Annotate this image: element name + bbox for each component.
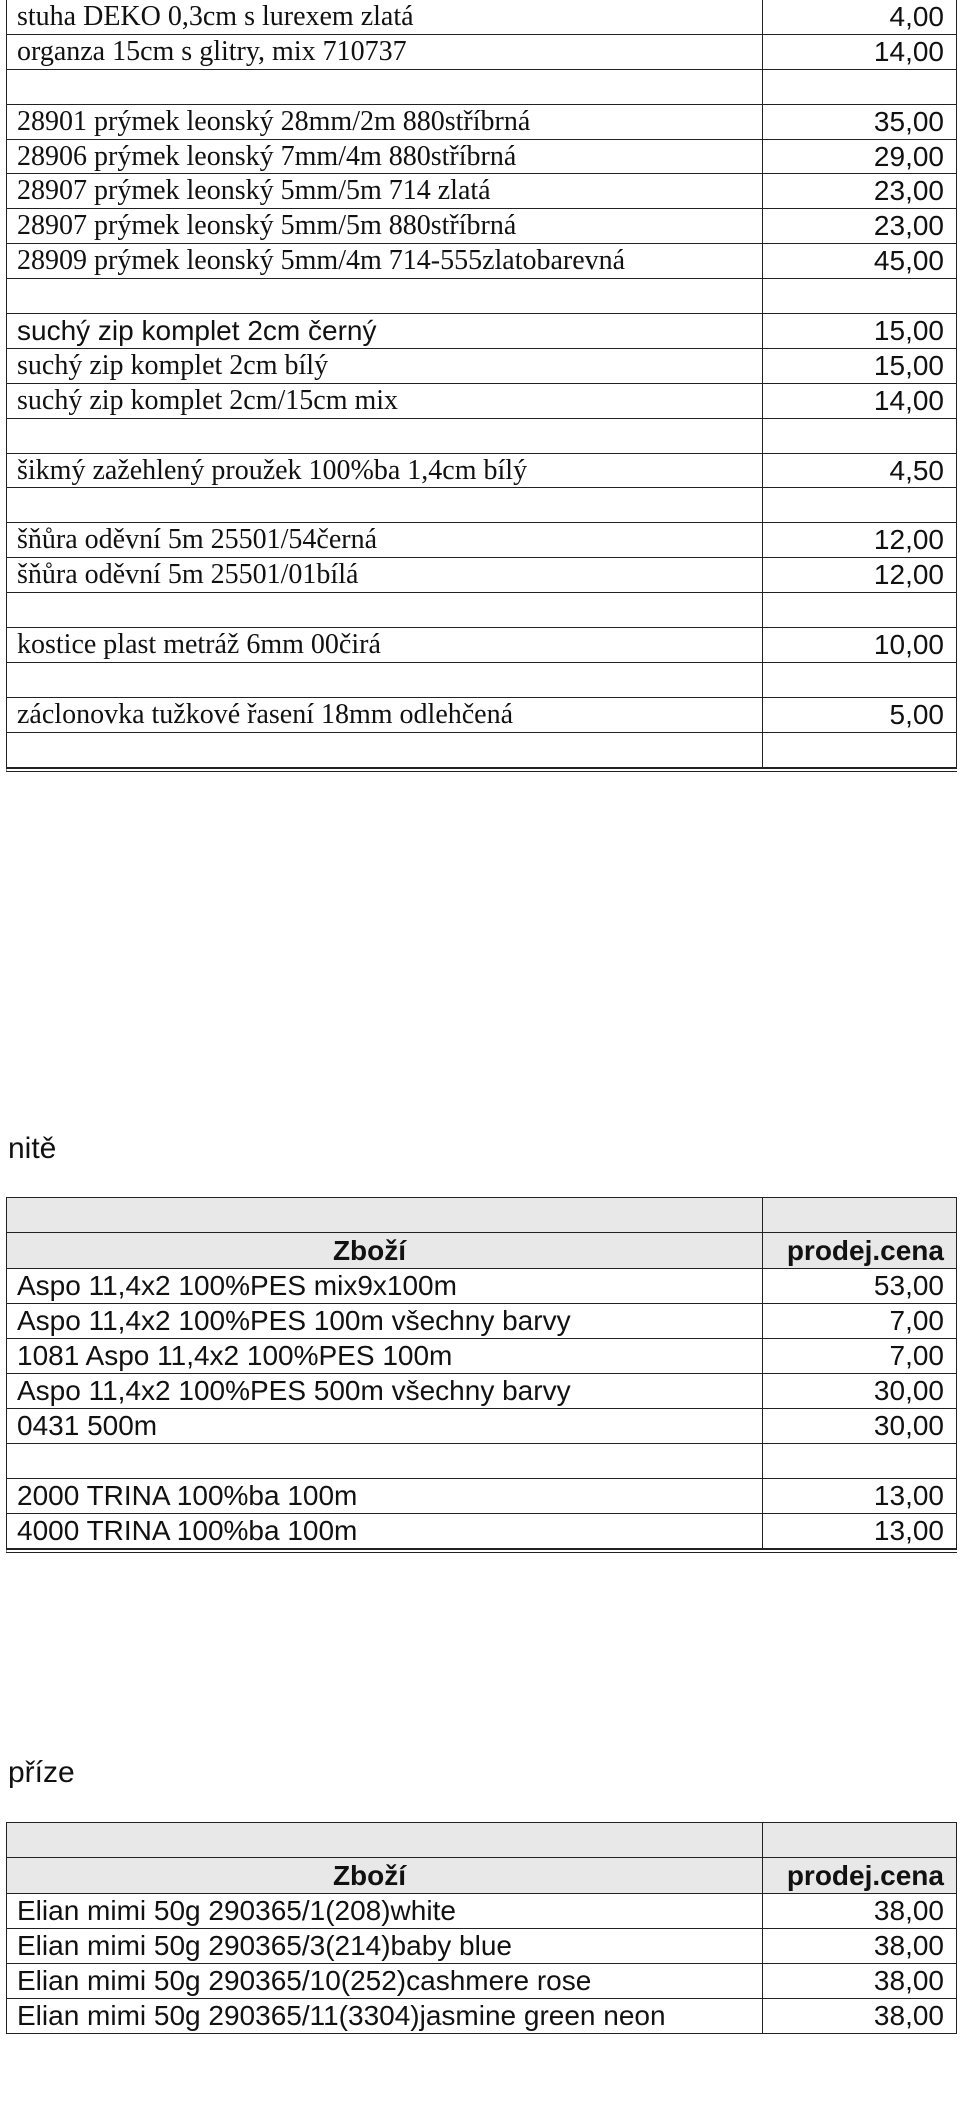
item-name-cell: Aspo 11,4x2 100%PES mix9x100m: [7, 1269, 763, 1303]
table-row: [7, 0, 957, 35]
item-price-cell: 13,00: [763, 1514, 957, 1548]
item-name-cell: 28907 prýmek leonský 5mm/5m 714 zlatá: [7, 174, 763, 208]
item-price-cell: 4,00: [763, 0, 957, 34]
item-price-cell: [763, 593, 957, 627]
table-row: [7, 1269, 957, 1304]
item-price-cell: 53,00: [763, 1269, 957, 1303]
table-row: [7, 593, 957, 628]
table-row: [7, 1479, 957, 1514]
item-name-cell: suchý zip komplet 2cm černý: [7, 314, 763, 348]
item-name-cell: šňůra oděvní 5m 25501/01bílá: [7, 558, 763, 592]
item-name-cell: 4000 TRINA 100%ba 100m: [7, 1514, 763, 1548]
item-price-cell: 23,00: [763, 209, 957, 243]
table-row: [7, 558, 957, 593]
item-price-cell: 38,00: [763, 1894, 957, 1928]
table-row: [7, 1304, 957, 1339]
item-price-cell: 45,00: [763, 244, 957, 278]
table-row: [7, 733, 957, 768]
item-name-cell: Aspo 11,4x2 100%PES 500m všechny barvy: [7, 1374, 763, 1408]
item-name-cell: 1081 Aspo 11,4x2 100%PES 100m: [7, 1339, 763, 1373]
table-row: [7, 698, 957, 733]
item-price-cell: 38,00: [763, 1929, 957, 1963]
section-title-thread: nitě: [8, 1132, 57, 1165]
item-price-cell: 10,00: [763, 628, 957, 662]
item-name-cell: [7, 593, 763, 627]
table-row: [7, 1409, 957, 1444]
table-row: [7, 1514, 957, 1549]
item-name-cell: 28901 prýmek leonský 28mm/2m 880stříbrná: [7, 105, 763, 139]
item-name-cell: Elian mimi 50g 290365/11(3304)jasmine green neon: [7, 1999, 763, 2033]
item-name-cell: šňůra oděvní 5m 25501/54černá: [7, 523, 763, 557]
item-name-cell: Elian mimi 50g 290365/10(252)cashmere rose: [7, 1964, 763, 1998]
item-price-cell: 7,00: [763, 1304, 957, 1338]
item-price-cell: 4,50: [763, 454, 957, 488]
table-row: [7, 349, 957, 384]
item-name-cell: [7, 488, 763, 522]
table-row: [7, 1444, 957, 1479]
header-spacer-row: [7, 1823, 957, 1858]
item-price-cell: [763, 1444, 957, 1478]
table-row: [7, 419, 957, 454]
item-name-cell: 0431 500m: [7, 1409, 763, 1443]
item-price-cell: [763, 279, 957, 313]
table-row: [7, 209, 957, 244]
item-name-cell: [7, 419, 763, 453]
table-row: [7, 663, 957, 698]
table-row: [7, 174, 957, 209]
price-table-thread: [6, 1197, 957, 1553]
section-title-yarn: příze: [8, 1756, 75, 1789]
item-name-cell: kostice plast metráž 6mm 00čirá: [7, 628, 763, 662]
table-row: [7, 244, 957, 279]
table-row: [7, 35, 957, 70]
item-price-cell: 7,00: [763, 1339, 957, 1373]
item-name-cell: [7, 733, 763, 767]
item-price-cell: 29,00: [763, 140, 957, 174]
table-row: [7, 488, 957, 523]
table-row: [7, 454, 957, 489]
table-header-row: [7, 1233, 957, 1268]
table-row: [7, 628, 957, 663]
table-row: [7, 140, 957, 175]
table-row: [7, 384, 957, 419]
table-row: [7, 1929, 957, 1964]
price-table-yarn: [6, 1822, 957, 2034]
table-row: [7, 523, 957, 558]
item-name-cell: Elian mimi 50g 290365/1(208)white: [7, 1894, 763, 1928]
item-name-cell: 2000 TRINA 100%ba 100m: [7, 1479, 763, 1513]
item-name-cell: 28907 prýmek leonský 5mm/5m 880stříbrná: [7, 209, 763, 243]
header-spacer-cell: [763, 1198, 957, 1232]
item-price-cell: 12,00: [763, 558, 957, 592]
item-price-cell: 5,00: [763, 698, 957, 732]
table-row: [7, 70, 957, 105]
table-row: [7, 1999, 957, 2034]
item-name-cell: 28906 prýmek leonský 7mm/4m 880stříbrná: [7, 140, 763, 174]
item-name-cell: organza 15cm s glitry, mix 710737: [7, 35, 763, 69]
table-row: [7, 279, 957, 314]
header-spacer-cell: [763, 1823, 957, 1857]
item-name-cell: [7, 1444, 763, 1478]
column-header-item: Zboží: [7, 1858, 763, 1893]
table-row: [7, 1894, 957, 1929]
column-header-item: Zboží: [7, 1233, 763, 1268]
price-table-trims: [6, 0, 957, 772]
item-price-cell: 38,00: [763, 1964, 957, 1998]
item-price-cell: [763, 419, 957, 453]
item-price-cell: [763, 663, 957, 697]
header-spacer-cell: [7, 1198, 763, 1232]
table-row: [7, 105, 957, 140]
table-header-row: [7, 1858, 957, 1893]
table-row: [7, 1964, 957, 1999]
item-price-cell: 15,00: [763, 314, 957, 348]
item-name-cell: suchý zip komplet 2cm/15cm mix: [7, 384, 763, 418]
item-price-cell: 30,00: [763, 1409, 957, 1443]
item-name-cell: stuha DEKO 0,3cm s lurexem zlatá: [7, 0, 763, 34]
item-price-cell: 38,00: [763, 1999, 957, 2033]
item-price-cell: [763, 488, 957, 522]
item-price-cell: 23,00: [763, 174, 957, 208]
item-price-cell: 15,00: [763, 349, 957, 383]
item-price-cell: [763, 733, 957, 767]
item-price-cell: 13,00: [763, 1479, 957, 1513]
item-price-cell: 35,00: [763, 105, 957, 139]
column-header-price: prodej.cena: [763, 1233, 957, 1268]
item-name-cell: Elian mimi 50g 290365/3(214)baby blue: [7, 1929, 763, 1963]
item-name-cell: suchý zip komplet 2cm bílý: [7, 349, 763, 383]
item-price-cell: 12,00: [763, 523, 957, 557]
table-row: [7, 314, 957, 349]
item-name-cell: [7, 279, 763, 313]
item-price-cell: [763, 70, 957, 104]
item-name-cell: [7, 663, 763, 697]
item-name-cell: šikmý zažehlený proužek 100%ba 1,4cm bílý: [7, 454, 763, 488]
item-price-cell: 30,00: [763, 1374, 957, 1408]
item-name-cell: záclonovka tužkové řasení 18mm odlehčená: [7, 698, 763, 732]
table-row: [7, 1339, 957, 1374]
header-spacer-row: [7, 1198, 957, 1233]
item-name-cell: Aspo 11,4x2 100%PES 100m všechny barvy: [7, 1304, 763, 1338]
item-price-cell: 14,00: [763, 35, 957, 69]
table-row: [7, 1374, 957, 1409]
item-price-cell: 14,00: [763, 384, 957, 418]
item-name-cell: [7, 70, 763, 104]
column-header-price: prodej.cena: [763, 1858, 957, 1893]
item-name-cell: 28909 prýmek leonský 5mm/4m 714-555zlatobarevná: [7, 244, 763, 278]
header-spacer-cell: [7, 1823, 763, 1857]
